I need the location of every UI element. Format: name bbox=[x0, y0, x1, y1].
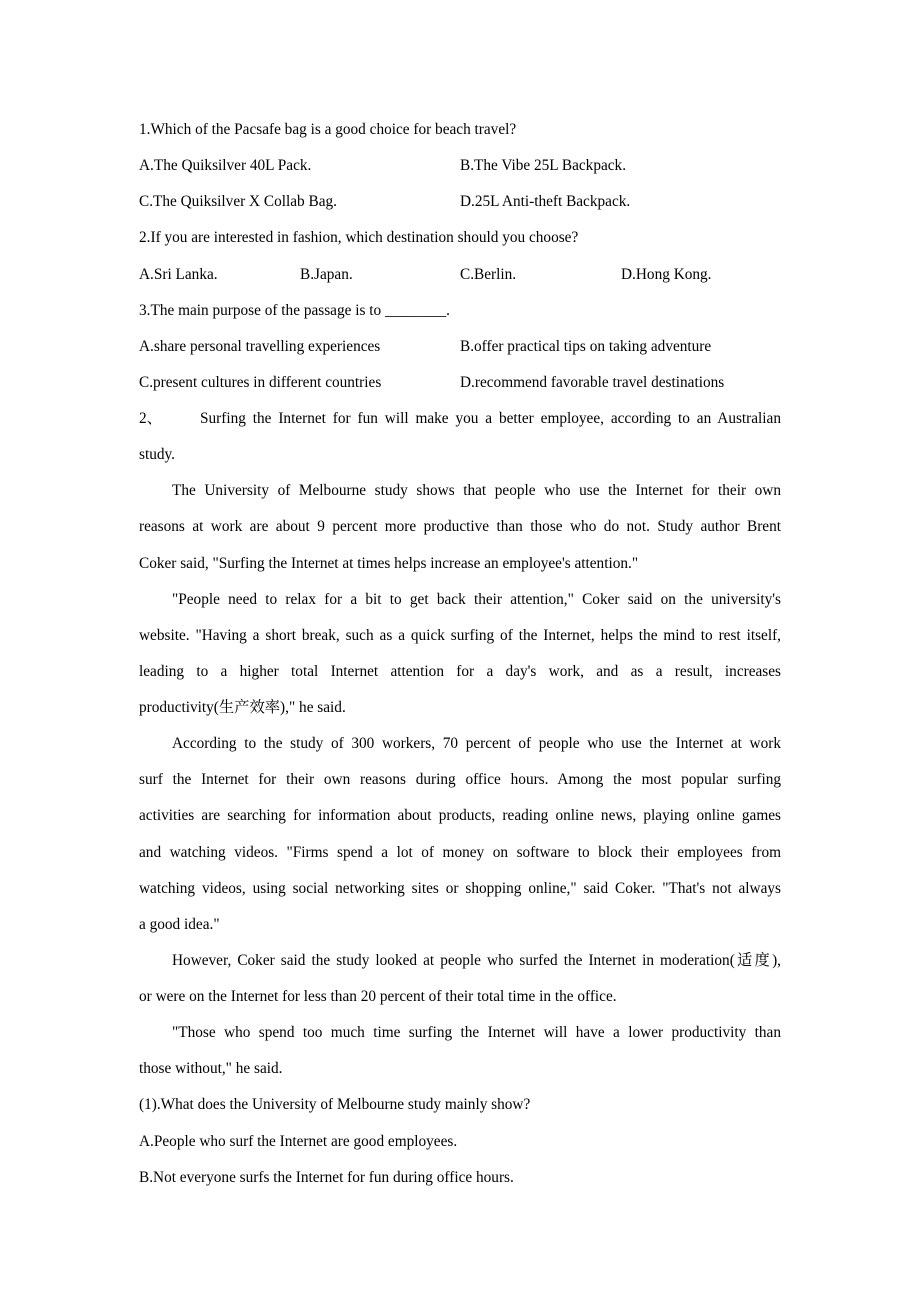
paragraph-line: leading to a higher total Internet attention for a day's work, and as a result, increases bbox=[139, 662, 781, 680]
document-page bbox=[139, 112, 781, 1196]
passage-number: 2、 bbox=[139, 410, 162, 427]
answer-option: B.Not everyone surfs the Internet for fun during office hours. bbox=[139, 1168, 514, 1186]
paragraph-line: "Those who spend too much time surfing the Internet will have a lower productivity than bbox=[172, 1024, 781, 1042]
paragraph-line: reasons at work are about 9 percent more productive than those who do not. Study author Brent bbox=[139, 518, 781, 536]
paragraph-line: activities are searching for information about products, reading online news, playing online games bbox=[139, 807, 781, 825]
passage-intro-line: study. bbox=[139, 446, 175, 464]
answer-option: B.Japan. bbox=[300, 265, 353, 283]
paragraph-line: Coker said, "Surfing the Internet at times helps increase an employee's attention." bbox=[139, 554, 639, 572]
question-stem: 3.The main purpose of the passage is to ________. bbox=[139, 301, 450, 319]
answer-option: A.The Quiksilver 40L Pack. bbox=[139, 157, 312, 175]
paragraph-line: and watching videos. "Firms spend a lot of money on software to block their employees from bbox=[139, 843, 781, 861]
options-row bbox=[139, 148, 781, 184]
answer-option: B.The Vibe 25L Backpack. bbox=[460, 157, 627, 175]
paragraph-line: those without," he said. bbox=[139, 1060, 283, 1078]
answer-option: A.share personal travelling experiences bbox=[139, 337, 381, 355]
paragraph-line: a good idea." bbox=[139, 915, 220, 933]
paragraph-line: watching videos, using social networking sites or shopping online," said Coker. "That's not always bbox=[139, 879, 781, 897]
options-row bbox=[139, 184, 781, 220]
question-stem: (1).What does the University of Melbourne study mainly show? bbox=[139, 1096, 531, 1114]
paragraph-line: website. "Having a short break, such as a quick surfing of the Internet, helps the mind to rest itself, bbox=[139, 626, 781, 644]
question-stem: 1.Which of the Pacsafe bag is a good choice for beach travel? bbox=[139, 121, 517, 138]
answer-option: C.present cultures in different countries bbox=[139, 373, 382, 391]
question-stem: 2.If you are interested in fashion, which destination should you choose? bbox=[139, 229, 579, 247]
passage-intro-line: Surfing the Internet for fun will make you a better employee, according to an Australian bbox=[200, 410, 781, 427]
answer-option: D.25L Anti-theft Backpack. bbox=[460, 193, 631, 211]
answer-option: A.People who surf the Internet are good employees. bbox=[139, 1132, 458, 1150]
answer-option: C.Berlin. bbox=[460, 265, 517, 283]
options-row bbox=[139, 329, 781, 365]
passage-heading bbox=[139, 401, 781, 437]
paragraph-line: According to the study of 300 workers, 70 percent of people who use the Internet at work bbox=[172, 735, 781, 753]
answer-option: D.Hong Kong. bbox=[621, 265, 712, 283]
options-row bbox=[139, 257, 781, 293]
answer-option: B.offer practical tips on taking adventure bbox=[460, 337, 712, 355]
answer-option: D.recommend favorable travel destinations bbox=[460, 373, 725, 391]
options-row bbox=[139, 365, 781, 401]
paragraph-line: or were on the Internet for less than 20 percent of their total time in the office. bbox=[139, 988, 617, 1005]
paragraph-line: surf the Internet for their own reasons during office hours. Among the most popular surfing bbox=[139, 771, 781, 789]
answer-option: C.The Quiksilver X Collab Bag. bbox=[139, 193, 337, 211]
paragraph-line: The University of Melbourne study shows that people who use the Internet for their own bbox=[172, 482, 781, 500]
paragraph-line: productivity(生产效率)," he said. bbox=[139, 699, 346, 716]
answer-option: A.Sri Lanka. bbox=[139, 265, 218, 283]
paragraph-line: However, Coker said the study looked at people who surfed the Internet in moderation(适度), bbox=[172, 951, 781, 969]
paragraph-line: "People need to relax for a bit to get back their attention," Coker said on the university's bbox=[172, 590, 781, 608]
